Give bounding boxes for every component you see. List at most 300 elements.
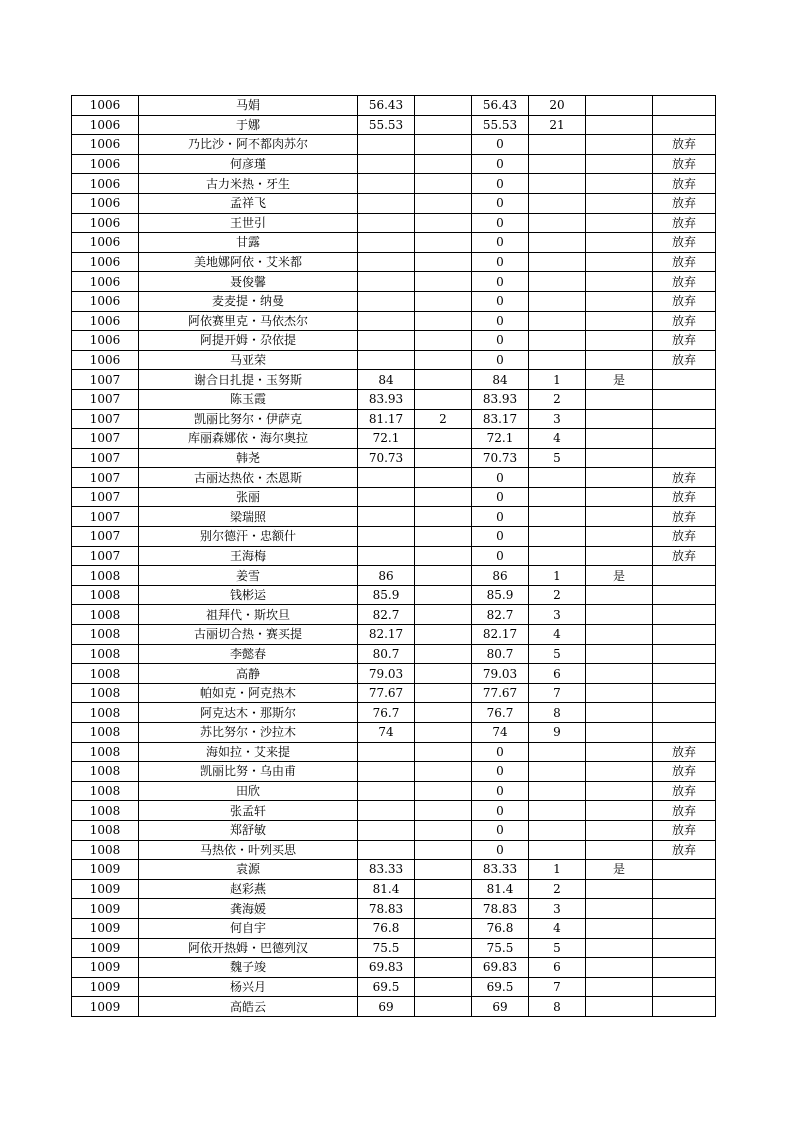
- total-score-cell: 78.83: [472, 899, 529, 919]
- interview-flag-cell: [586, 311, 653, 331]
- name-cell: 王世引: [139, 213, 358, 233]
- position-code-cell: 1007: [72, 448, 139, 468]
- bonus-score-cell: [415, 350, 472, 370]
- written-score-cell: 74: [358, 723, 415, 743]
- bonus-score-cell: [415, 448, 472, 468]
- total-score-cell: 0: [472, 487, 529, 507]
- remark-cell: 放弃: [653, 272, 716, 292]
- table-row: [72, 585, 716, 605]
- bonus-score-cell: [415, 625, 472, 645]
- remark-cell: 放弃: [653, 487, 716, 507]
- position-code-cell: 1006: [72, 252, 139, 272]
- interview-flag-cell: [586, 625, 653, 645]
- remark-cell: 放弃: [653, 252, 716, 272]
- position-code-cell: 1008: [72, 781, 139, 801]
- table-row: [72, 507, 716, 527]
- rank-cell: 4: [529, 625, 586, 645]
- written-score-cell: 79.03: [358, 664, 415, 684]
- interview-flag-cell: [586, 958, 653, 978]
- written-score-cell: [358, 781, 415, 801]
- rank-cell: [529, 252, 586, 272]
- interview-flag-cell: [586, 272, 653, 292]
- name-cell: 杨兴月: [139, 977, 358, 997]
- bonus-score-cell: [415, 938, 472, 958]
- bonus-score-cell: [415, 977, 472, 997]
- interview-flag-cell: [586, 389, 653, 409]
- interview-flag-cell: [586, 193, 653, 213]
- written-score-cell: 75.5: [358, 938, 415, 958]
- rank-cell: 4: [529, 429, 586, 449]
- total-score-cell: 69.83: [472, 958, 529, 978]
- position-code-cell: 1006: [72, 154, 139, 174]
- rank-cell: [529, 272, 586, 292]
- bonus-score-cell: [415, 429, 472, 449]
- table-row: [72, 703, 716, 723]
- interview-flag-cell: [586, 605, 653, 625]
- bonus-score-cell: [415, 566, 472, 586]
- name-cell: 别尔德汗・忠额什: [139, 527, 358, 547]
- position-code-cell: 1009: [72, 938, 139, 958]
- total-score-cell: 0: [472, 135, 529, 155]
- written-score-cell: [358, 193, 415, 213]
- bonus-score-cell: [415, 331, 472, 351]
- position-code-cell: 1007: [72, 507, 139, 527]
- name-cell: 凯丽比努尔・伊萨克: [139, 409, 358, 429]
- total-score-cell: 0: [472, 331, 529, 351]
- total-score-cell: 83.33: [472, 860, 529, 880]
- bonus-score-cell: [415, 507, 472, 527]
- total-score-cell: 0: [472, 507, 529, 527]
- written-score-cell: 80.7: [358, 644, 415, 664]
- interview-flag-cell: [586, 213, 653, 233]
- interview-flag-cell: [586, 527, 653, 547]
- remark-cell: [653, 429, 716, 449]
- bonus-score-cell: [415, 291, 472, 311]
- rank-cell: 8: [529, 703, 586, 723]
- table-row: [72, 801, 716, 821]
- position-code-cell: 1006: [72, 135, 139, 155]
- interview-flag-cell: [586, 331, 653, 351]
- interview-flag-cell: [586, 507, 653, 527]
- bonus-score-cell: [415, 527, 472, 547]
- table-row: [72, 958, 716, 978]
- position-code-cell: 1008: [72, 723, 139, 743]
- written-score-cell: [358, 350, 415, 370]
- rank-cell: [529, 291, 586, 311]
- interview-flag-cell: [586, 429, 653, 449]
- bonus-score-cell: [415, 585, 472, 605]
- position-code-cell: 1007: [72, 409, 139, 429]
- remark-cell: [653, 566, 716, 586]
- name-cell: 姜雪: [139, 566, 358, 586]
- total-score-cell: 0: [472, 350, 529, 370]
- interview-flag-cell: [586, 664, 653, 684]
- table-row: [72, 252, 716, 272]
- interview-flag-cell: [586, 703, 653, 723]
- bonus-score-cell: [415, 997, 472, 1017]
- score-table: [71, 95, 716, 1017]
- table-row: [72, 174, 716, 194]
- table-row: [72, 977, 716, 997]
- position-code-cell: 1007: [72, 487, 139, 507]
- table-row: [72, 625, 716, 645]
- total-score-cell: 55.53: [472, 115, 529, 135]
- total-score-cell: 72.1: [472, 429, 529, 449]
- name-cell: 高静: [139, 664, 358, 684]
- interview-flag-cell: [586, 252, 653, 272]
- position-code-cell: 1006: [72, 96, 139, 116]
- name-cell: 祖拜代・斯坎旦: [139, 605, 358, 625]
- written-score-cell: [358, 801, 415, 821]
- total-score-cell: 82.17: [472, 625, 529, 645]
- position-code-cell: 1006: [72, 350, 139, 370]
- bonus-score-cell: [415, 860, 472, 880]
- position-code-cell: 1006: [72, 233, 139, 253]
- bonus-score-cell: [415, 487, 472, 507]
- position-code-cell: 1009: [72, 899, 139, 919]
- bonus-score-cell: [415, 272, 472, 292]
- total-score-cell: 0: [472, 213, 529, 233]
- interview-flag-cell: [586, 233, 653, 253]
- table-row: [72, 331, 716, 351]
- name-cell: 马娟: [139, 96, 358, 116]
- rank-cell: [529, 840, 586, 860]
- rank-cell: 2: [529, 879, 586, 899]
- position-code-cell: 1009: [72, 958, 139, 978]
- name-cell: 龚海媛: [139, 899, 358, 919]
- remark-cell: [653, 448, 716, 468]
- position-code-cell: 1008: [72, 605, 139, 625]
- interview-flag-cell: [586, 468, 653, 488]
- bonus-score-cell: [415, 840, 472, 860]
- remark-cell: 放弃: [653, 213, 716, 233]
- bonus-score-cell: 2: [415, 409, 472, 429]
- table-row: [72, 350, 716, 370]
- table-row: [72, 605, 716, 625]
- total-score-cell: 76.7: [472, 703, 529, 723]
- written-score-cell: 69: [358, 997, 415, 1017]
- position-code-cell: 1008: [72, 840, 139, 860]
- remark-cell: 放弃: [653, 193, 716, 213]
- name-cell: 何彦瑾: [139, 154, 358, 174]
- position-code-cell: 1006: [72, 213, 139, 233]
- total-score-cell: 85.9: [472, 585, 529, 605]
- total-score-cell: 80.7: [472, 644, 529, 664]
- name-cell: 李懿春: [139, 644, 358, 664]
- remark-cell: [653, 879, 716, 899]
- interview-flag-cell: [586, 899, 653, 919]
- name-cell: 马亚荣: [139, 350, 358, 370]
- table-row: [72, 918, 716, 938]
- bonus-score-cell: [415, 820, 472, 840]
- table-row: [72, 879, 716, 899]
- position-code-cell: 1006: [72, 291, 139, 311]
- rank-cell: 1: [529, 860, 586, 880]
- written-score-cell: [358, 233, 415, 253]
- written-score-cell: [358, 213, 415, 233]
- written-score-cell: 83.93: [358, 389, 415, 409]
- interview-flag-cell: [586, 762, 653, 782]
- name-cell: 马热依・叶列买思: [139, 840, 358, 860]
- name-cell: 麦麦提・纳曼: [139, 291, 358, 311]
- name-cell: 古力米热・牙生: [139, 174, 358, 194]
- interview-flag-cell: [586, 350, 653, 370]
- rank-cell: 5: [529, 448, 586, 468]
- interview-flag-cell: [586, 801, 653, 821]
- total-score-cell: 0: [472, 468, 529, 488]
- table-row: [72, 213, 716, 233]
- name-cell: 郑舒敏: [139, 820, 358, 840]
- position-code-cell: 1009: [72, 997, 139, 1017]
- written-score-cell: 86: [358, 566, 415, 586]
- written-score-cell: 76.8: [358, 918, 415, 938]
- interview-flag-cell: [586, 96, 653, 116]
- total-score-cell: 79.03: [472, 664, 529, 684]
- written-score-cell: [358, 272, 415, 292]
- total-score-cell: 77.67: [472, 683, 529, 703]
- rank-cell: 3: [529, 605, 586, 625]
- rank-cell: [529, 350, 586, 370]
- total-score-cell: 0: [472, 193, 529, 213]
- written-score-cell: 78.83: [358, 899, 415, 919]
- name-cell: 聂俊馨: [139, 272, 358, 292]
- remark-cell: 放弃: [653, 801, 716, 821]
- interview-flag-cell: [586, 291, 653, 311]
- total-score-cell: 81.4: [472, 879, 529, 899]
- interview-flag-cell: [586, 879, 653, 899]
- written-score-cell: [358, 507, 415, 527]
- rank-cell: [529, 527, 586, 547]
- remark-cell: 放弃: [653, 135, 716, 155]
- table-row: [72, 997, 716, 1017]
- written-score-cell: 83.33: [358, 860, 415, 880]
- table-row: [72, 193, 716, 213]
- table-row: [72, 762, 716, 782]
- rank-cell: [529, 546, 586, 566]
- written-score-cell: 82.7: [358, 605, 415, 625]
- remark-cell: 放弃: [653, 762, 716, 782]
- bonus-score-cell: [415, 370, 472, 390]
- rank-cell: 20: [529, 96, 586, 116]
- name-cell: 袁源: [139, 860, 358, 880]
- name-cell: 陈玉霞: [139, 389, 358, 409]
- remark-cell: [653, 938, 716, 958]
- written-score-cell: [358, 174, 415, 194]
- total-score-cell: 82.7: [472, 605, 529, 625]
- table-row: [72, 370, 716, 390]
- table-row: [72, 683, 716, 703]
- written-score-cell: [358, 468, 415, 488]
- table-row: [72, 644, 716, 664]
- remark-cell: 放弃: [653, 468, 716, 488]
- written-score-cell: [358, 135, 415, 155]
- name-cell: 梁瑞照: [139, 507, 358, 527]
- remark-cell: [653, 683, 716, 703]
- rank-cell: [529, 331, 586, 351]
- total-score-cell: 0: [472, 527, 529, 547]
- written-score-cell: 81.17: [358, 409, 415, 429]
- interview-flag-cell: [586, 918, 653, 938]
- bonus-score-cell: [415, 154, 472, 174]
- bonus-score-cell: [415, 644, 472, 664]
- interview-flag-cell: [586, 781, 653, 801]
- table-row: [72, 938, 716, 958]
- bonus-score-cell: [415, 174, 472, 194]
- total-score-cell: 0: [472, 154, 529, 174]
- interview-flag-cell: [586, 409, 653, 429]
- rank-cell: [529, 154, 586, 174]
- name-cell: 阿依赛里克・马依杰尔: [139, 311, 358, 331]
- interview-flag-cell: 是: [586, 370, 653, 390]
- name-cell: 凯丽比努・乌由甫: [139, 762, 358, 782]
- name-cell: 孟祥飞: [139, 193, 358, 213]
- table-row: [72, 311, 716, 331]
- rank-cell: 2: [529, 389, 586, 409]
- interview-flag-cell: [586, 997, 653, 1017]
- rank-cell: 6: [529, 958, 586, 978]
- rank-cell: [529, 762, 586, 782]
- interview-flag-cell: [586, 683, 653, 703]
- table-row: [72, 115, 716, 135]
- rank-cell: [529, 135, 586, 155]
- interview-flag-cell: [586, 174, 653, 194]
- table-row: [72, 723, 716, 743]
- interview-flag-cell: [586, 135, 653, 155]
- rank-cell: 7: [529, 977, 586, 997]
- interview-flag-cell: [586, 723, 653, 743]
- table-row: [72, 448, 716, 468]
- written-score-cell: [358, 291, 415, 311]
- bonus-score-cell: [415, 801, 472, 821]
- remark-cell: 放弃: [653, 154, 716, 174]
- written-score-cell: 81.4: [358, 879, 415, 899]
- name-cell: 古丽切合热・赛买提: [139, 625, 358, 645]
- table-row: [72, 566, 716, 586]
- interview-flag-cell: [586, 487, 653, 507]
- table-row: [72, 781, 716, 801]
- name-cell: 乃比沙・阿不都肉苏尔: [139, 135, 358, 155]
- remark-cell: [653, 723, 716, 743]
- interview-flag-cell: [586, 938, 653, 958]
- rank-cell: 21: [529, 115, 586, 135]
- position-code-cell: 1008: [72, 644, 139, 664]
- bonus-score-cell: [415, 389, 472, 409]
- rank-cell: [529, 233, 586, 253]
- total-score-cell: 0: [472, 252, 529, 272]
- total-score-cell: 0: [472, 233, 529, 253]
- bonus-score-cell: [415, 781, 472, 801]
- position-code-cell: 1008: [72, 742, 139, 762]
- rank-cell: [529, 742, 586, 762]
- table-row: [72, 487, 716, 507]
- position-code-cell: 1008: [72, 820, 139, 840]
- remark-cell: [653, 958, 716, 978]
- position-code-cell: 1007: [72, 429, 139, 449]
- rank-cell: 1: [529, 566, 586, 586]
- written-score-cell: 69.83: [358, 958, 415, 978]
- table-row: [72, 840, 716, 860]
- remark-cell: 放弃: [653, 350, 716, 370]
- interview-flag-cell: [586, 546, 653, 566]
- bonus-score-cell: [415, 742, 472, 762]
- name-cell: 于娜: [139, 115, 358, 135]
- remark-cell: [653, 625, 716, 645]
- bonus-score-cell: [415, 683, 472, 703]
- remark-cell: [653, 977, 716, 997]
- position-code-cell: 1007: [72, 546, 139, 566]
- bonus-score-cell: [415, 703, 472, 723]
- position-code-cell: 1008: [72, 683, 139, 703]
- written-score-cell: [358, 154, 415, 174]
- bonus-score-cell: [415, 605, 472, 625]
- total-score-cell: 74: [472, 723, 529, 743]
- total-score-cell: 0: [472, 801, 529, 821]
- rank-cell: 7: [529, 683, 586, 703]
- bonus-score-cell: [415, 899, 472, 919]
- rank-cell: 3: [529, 899, 586, 919]
- rank-cell: [529, 468, 586, 488]
- remark-cell: 放弃: [653, 742, 716, 762]
- name-cell: 苏比努尔・沙拉木: [139, 723, 358, 743]
- name-cell: 甘露: [139, 233, 358, 253]
- table-row: [72, 96, 716, 116]
- remark-cell: [653, 997, 716, 1017]
- written-score-cell: 69.5: [358, 977, 415, 997]
- table-row: [72, 233, 716, 253]
- position-code-cell: 1009: [72, 879, 139, 899]
- total-score-cell: 0: [472, 174, 529, 194]
- interview-flag-cell: [586, 154, 653, 174]
- remark-cell: [653, 899, 716, 919]
- table-row: [72, 409, 716, 429]
- written-score-cell: [358, 742, 415, 762]
- rank-cell: 6: [529, 664, 586, 684]
- total-score-cell: 0: [472, 781, 529, 801]
- total-score-cell: 56.43: [472, 96, 529, 116]
- interview-flag-cell: [586, 585, 653, 605]
- table-row: [72, 546, 716, 566]
- position-code-cell: 1008: [72, 703, 139, 723]
- rank-cell: 5: [529, 644, 586, 664]
- remark-cell: 放弃: [653, 291, 716, 311]
- interview-flag-cell: [586, 820, 653, 840]
- rank-cell: [529, 193, 586, 213]
- name-cell: 海如拉・艾来提: [139, 742, 358, 762]
- rank-cell: 5: [529, 938, 586, 958]
- remark-cell: 放弃: [653, 781, 716, 801]
- remark-cell: [653, 409, 716, 429]
- written-score-cell: [358, 252, 415, 272]
- bonus-score-cell: [415, 311, 472, 331]
- name-cell: 库丽森娜依・海尔奥拉: [139, 429, 358, 449]
- total-score-cell: 69: [472, 997, 529, 1017]
- position-code-cell: 1006: [72, 115, 139, 135]
- total-score-cell: 86: [472, 566, 529, 586]
- remark-cell: [653, 664, 716, 684]
- interview-flag-cell: [586, 115, 653, 135]
- position-code-cell: 1007: [72, 527, 139, 547]
- bonus-score-cell: [415, 135, 472, 155]
- bonus-score-cell: [415, 664, 472, 684]
- interview-flag-cell: [586, 977, 653, 997]
- rank-cell: [529, 801, 586, 821]
- remark-cell: [653, 918, 716, 938]
- table-row: [72, 154, 716, 174]
- name-cell: 谢合日扎提・玉努斯: [139, 370, 358, 390]
- table-row: [72, 429, 716, 449]
- table-row: [72, 468, 716, 488]
- rank-cell: 1: [529, 370, 586, 390]
